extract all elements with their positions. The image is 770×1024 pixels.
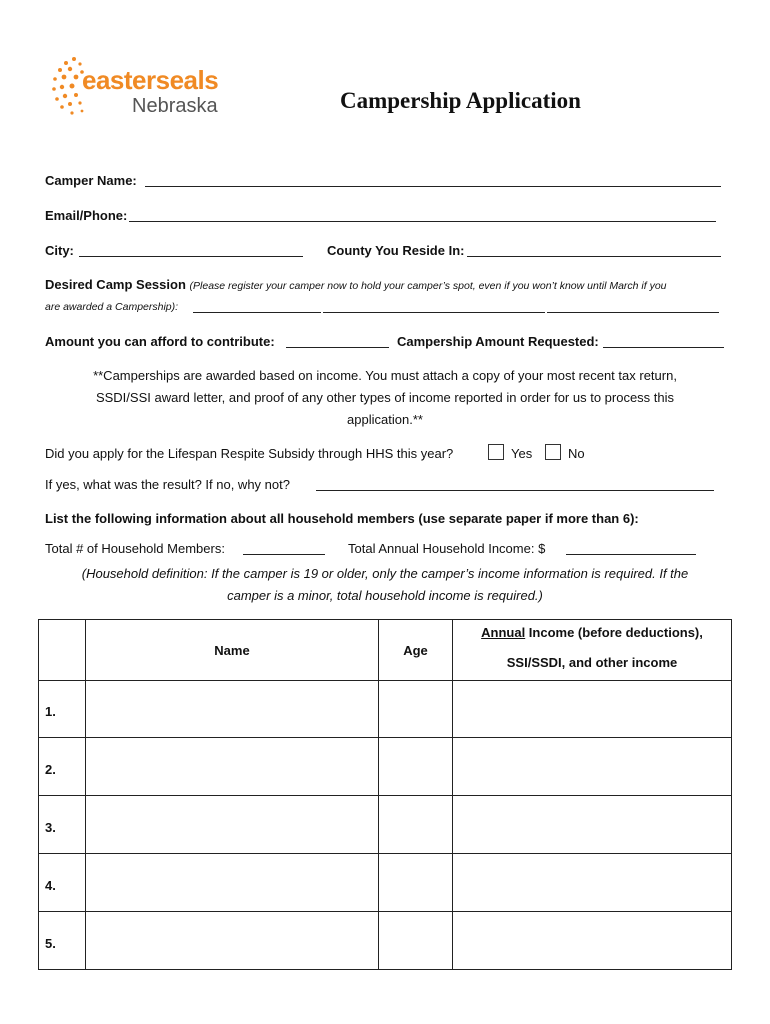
row-income-cell[interactable]	[453, 912, 732, 970]
county-label: County You Reside In:	[327, 243, 465, 258]
row-number: 3.	[39, 796, 86, 854]
subsidy-followup-label: If yes, what was the result? If no, why not?	[45, 477, 290, 492]
city-field[interactable]	[79, 256, 303, 257]
row-income-cell[interactable]	[453, 854, 732, 912]
subsidy-yes-checkbox[interactable]	[488, 444, 504, 460]
desired-session-field-3[interactable]	[547, 312, 719, 313]
city-label: City:	[45, 243, 74, 258]
afford-field[interactable]	[286, 347, 389, 348]
table-row	[39, 796, 732, 854]
total-members-label: Total # of Household Members:	[45, 541, 225, 556]
email-phone-label: Email/Phone:	[45, 208, 128, 223]
row-age-cell[interactable]	[379, 681, 453, 738]
row-name-cell[interactable]	[86, 738, 379, 796]
row-age-cell[interactable]	[379, 854, 453, 912]
subsidy-followup-field[interactable]	[316, 490, 714, 491]
row-number: 4.	[39, 854, 86, 912]
desired-session-line	[45, 277, 667, 292]
table-row	[39, 854, 732, 912]
table-row	[39, 738, 732, 796]
logo-region-text: Nebraska	[132, 95, 218, 117]
total-income-label: Total Annual Household Income: $	[348, 541, 546, 556]
household-definition-line-1: (Household definition: If the camper is 19 or older, only the camper’s income information is required. If the	[81, 566, 689, 581]
table-row	[39, 681, 732, 738]
requested-label: Campership Amount Requested:	[397, 334, 599, 349]
table-header-income	[453, 620, 732, 681]
desired-session-field-1[interactable]	[193, 312, 321, 313]
income-notice-line-1: **Camperships are awarded based on income. You must attach a copy of your most recent tax return,	[93, 368, 677, 383]
county-field[interactable]	[467, 256, 721, 257]
desired-session-field-2[interactable]	[323, 312, 545, 313]
row-name-cell[interactable]	[86, 912, 379, 970]
camper-name-label: Camper Name:	[45, 173, 137, 188]
household-heading: List the following information about all household members (use separate paper if more than 6):	[45, 511, 639, 526]
subsidy-no-checkbox[interactable]	[545, 444, 561, 460]
row-income-cell[interactable]	[453, 681, 732, 738]
row-number: 2.	[39, 738, 86, 796]
table-header-age: Age	[379, 620, 453, 681]
table-header-income-line2: SSI/SSDI, and other income	[506, 655, 678, 670]
easterseals-logo	[52, 55, 232, 119]
desired-session-label: Desired Camp Session	[45, 277, 186, 292]
afford-label: Amount you can afford to contribute:	[45, 334, 275, 349]
table-header-income-rest: Income (before deductions),	[525, 625, 703, 640]
subsidy-yes-label: Yes	[511, 446, 533, 461]
row-number: 5.	[39, 912, 86, 970]
row-name-cell[interactable]	[86, 681, 379, 738]
requested-field[interactable]	[603, 347, 724, 348]
camper-name-field[interactable]	[145, 186, 721, 187]
table-row	[39, 912, 732, 970]
row-name-cell[interactable]	[86, 796, 379, 854]
subsidy-no-label: No	[568, 446, 585, 461]
income-notice-line-3: application.**	[347, 412, 423, 427]
income-notice-line-2: SSDI/SSI award letter, and proof of any other types of income reported in order for us to process this	[95, 390, 675, 405]
table-header-number	[39, 620, 86, 681]
row-age-cell[interactable]	[379, 738, 453, 796]
total-members-field[interactable]	[243, 554, 325, 555]
total-income-field[interactable]	[566, 554, 696, 555]
table-header-name: Name	[86, 620, 379, 681]
row-name-cell[interactable]	[86, 854, 379, 912]
table-header-row	[39, 620, 732, 681]
household-table	[38, 619, 732, 970]
row-age-cell[interactable]	[379, 796, 453, 854]
row-income-cell[interactable]	[453, 796, 732, 854]
subsidy-question: Did you apply for the Lifespan Respite Subsidy through HHS this year?	[45, 446, 454, 461]
table-header-income-annual: Annual	[481, 625, 526, 640]
household-definition-line-2: camper is a minor, total household income is required.)	[227, 588, 543, 603]
logo-brand-text: easterseals	[82, 65, 219, 95]
row-income-cell[interactable]	[453, 738, 732, 796]
email-phone-field[interactable]	[129, 221, 716, 222]
desired-session-note-2: are awarded a Campership):	[45, 301, 179, 313]
row-age-cell[interactable]	[379, 912, 453, 970]
page-title: Campership Application	[340, 88, 581, 113]
desired-session-note: (Please register your camper now to hold your camper’s spot, even if you won’t know until March if you	[189, 280, 667, 292]
row-number: 1.	[39, 681, 86, 738]
